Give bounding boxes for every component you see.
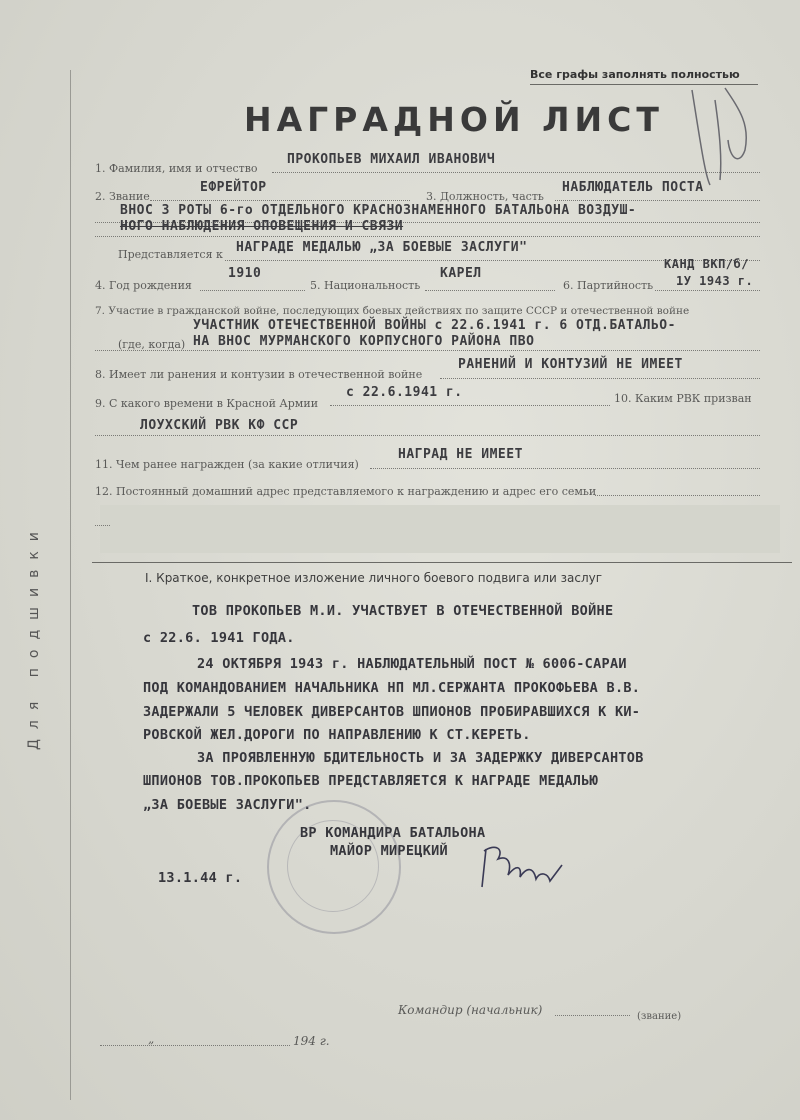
dotted-line: [370, 468, 760, 469]
field-2-label: 2. Звание: [95, 190, 150, 203]
field-5-label: 5. Национальность: [310, 279, 421, 292]
field-1-label: 1. Фамилия, имя и отчество: [95, 162, 258, 175]
round-seal-stamp: [267, 800, 401, 934]
body-line: ПОД КОМАНДОВАНИЕМ НАЧАЛЬНИКА НП МЛ.СЕРЖАНТА ПРОКОФЬЕВА В.В.: [143, 680, 641, 696]
field-1-value: ПРОКОПЬЕВ МИХАИЛ ИВАНОВИЧ: [287, 152, 496, 167]
field-3-line-2: ВНОС 3 РОТЫ 6-го ОТДЕЛЬНОГО КРАСНОЗНАМЕННОГО БАТАЛЬОНА ВОЗДУШ-: [120, 203, 637, 218]
page-title: НАГРАДНОЙ ЛИСТ: [244, 100, 664, 139]
body-line: ЗАДЕРЖАЛИ 5 ЧЕЛОВЕК ДИВЕРСАНТОВ ШПИОНОВ ПРОБИРАВШИХСЯ К КИ-: [143, 704, 641, 720]
rank-label: (звание): [637, 1011, 682, 1022]
dotted-line: [595, 495, 760, 496]
body-line: РОВСКОЙ ЖЕЛ.ДОРОГИ ПО НАПРАВЛЕНИЮ К СТ.КЕРЕТЬ.: [143, 727, 531, 743]
field-11-value: НАГРАД НЕ ИМЕЕТ: [398, 447, 523, 462]
field-6-value-top: КАНД ВКП/б/: [664, 257, 749, 271]
pencil-scribble-icon: [680, 80, 760, 190]
dotted-line: [95, 525, 110, 526]
margin-line: [70, 70, 71, 1100]
field-10-label: 10. Каким РВК призван: [614, 392, 752, 405]
divider: [530, 84, 758, 85]
body-line: ТОВ ПРОКОПЬЕВ М.И. УЧАСТВУЕТ В ОТЕЧЕСТВЕННОЙ ВОЙНЕ: [192, 603, 614, 619]
dotted-line: [95, 435, 760, 436]
dotted-line: [555, 1015, 630, 1016]
body-line: ЗА ПРОЯВЛЕННУЮ БДИТЕЛЬНОСТЬ И ЗА ЗАДЕРЖКУ ДИВЕРСАНТОВ: [197, 750, 644, 766]
field-6-label: 6. Партийность: [563, 279, 654, 292]
field-3-value: НАБЛЮДАТЕЛЬ ПОСТА: [562, 180, 704, 195]
binding-margin-text: Для подшивки: [26, 522, 42, 750]
dotted-line: [425, 290, 555, 291]
field-11-label: 11. Чем ранее награжден (за какие отличия): [95, 458, 359, 471]
field-7-label: 7. Участие в гражданской войне, последующих боевых действиях по защите СССР и отечественной войне: [95, 305, 690, 317]
field-3-label: 3. Должность, часть: [426, 190, 544, 203]
signer-name: МАЙОР МИРЕЦКИЙ: [330, 843, 448, 859]
field-4-value: 1910: [228, 266, 262, 281]
field-10-value: ЛОУХСКИЙ РВК КФ ССР: [140, 418, 299, 433]
redacted-area: [100, 505, 780, 553]
dotted-line: [100, 1045, 290, 1046]
commander-label: Командир (начальник): [398, 1003, 543, 1017]
field-5-value: КАРЕЛ: [440, 266, 482, 281]
field-12-label: 12. Постоянный домашний адрес представляемого к награждению и адрес его семьи: [95, 485, 597, 498]
body-line: „ЗА БОЕВЫЕ ЗАСЛУГИ".: [143, 797, 312, 813]
dotted-line: [655, 290, 760, 291]
dotted-line: [272, 172, 760, 173]
section-heading: I. Краткое, конкретное изложение личного боевого подвига или заслуг: [145, 571, 603, 585]
section-divider: [92, 562, 792, 563]
field-3-line-3: НОГО НАБЛЮДЕНИЯ ОПОВЕЩЕНИЯ И СВЯЗИ: [120, 219, 404, 234]
body-line: ШПИОНОВ ТОВ.ПРОКОПЬЕВ ПРЕДСТАВЛЯЕТСЯ К НАГРАДЕ МЕДАЛЬЮ: [143, 773, 599, 789]
body-line: с 22.6. 1941 ГОДА.: [143, 630, 295, 646]
handwritten-signature-icon: [478, 835, 568, 895]
field-7-line-1: УЧАСТНИК ОТЕЧЕСТВЕННОЙ ВОЙНЫ с 22.6.1941 г. 6 ОТД.БАТАЛЬО-: [193, 318, 676, 333]
date-template-left: „: [148, 1032, 155, 1046]
field-2-value: ЕФРЕЙТОР: [200, 180, 267, 195]
signing-date: 13.1.44 г.: [158, 870, 243, 886]
field-9-label: 9. С какого времени в Красной Армии: [95, 397, 319, 410]
dotted-line: [555, 200, 760, 201]
field-6-value: 1У 1943 г.: [676, 274, 754, 288]
dotted-line: [330, 405, 610, 406]
signer-title: ВР КОМАНДИРА БАТАЛЬОНА: [300, 825, 486, 841]
field-8-label: 8. Имеет ли ранения и контузии в отечественной войне: [95, 368, 423, 381]
field-7-line-2: НА ВНОС МУРМАНСКОГО КОРПУСНОГО РАЙОНА ПВО: [193, 334, 535, 349]
body-line: 24 ОКТЯБРЯ 1943 г. НАБЛЮДАТЕЛЬНЫЙ ПОСТ № 6006-САРАИ: [197, 656, 627, 672]
top-note: Все графы заполнять полностью: [530, 68, 740, 81]
field-7-sub-label: (где, когда): [118, 338, 186, 351]
field-8-value: РАНЕНИЙ И КОНТУЗИЙ НЕ ИМЕЕТ: [458, 357, 683, 372]
present-value: НАГРАДЕ МЕДАЛЬЮ „ЗА БОЕВЫЕ ЗАСЛУГИ": [236, 240, 528, 255]
dotted-line: [150, 200, 410, 201]
date-template-right: 194 г.: [293, 1034, 330, 1048]
present-label: Представляется к: [118, 248, 223, 261]
field-9-value: с 22.6.1941 г.: [346, 385, 463, 400]
dotted-line: [200, 290, 305, 291]
dotted-line: [440, 378, 760, 379]
dotted-line: [95, 236, 760, 237]
dotted-line: [95, 350, 760, 351]
field-4-label: 4. Год рождения: [95, 279, 192, 292]
